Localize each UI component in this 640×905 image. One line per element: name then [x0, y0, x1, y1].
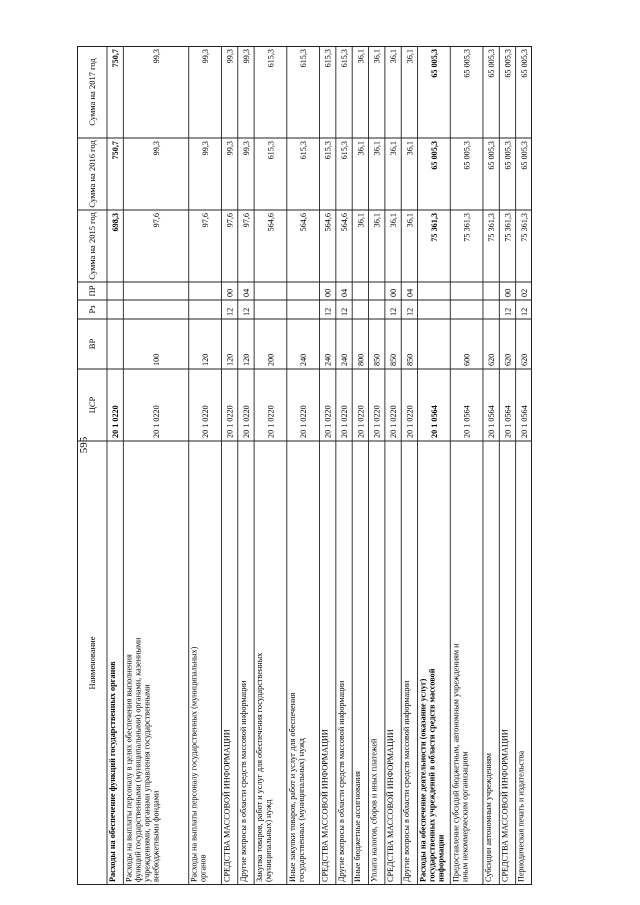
row-s2015: 564,6 [323, 213, 333, 232]
row-s2017: 615,3 [340, 49, 350, 68]
row-s2016: 615,3 [266, 141, 276, 160]
row-s2017: 750,7 [111, 49, 121, 68]
row-csr: 20 1 0564 [519, 405, 529, 438]
row-csr: 20 1 0564 [503, 405, 513, 438]
row-vr: 240 [340, 353, 350, 366]
row-s2016: 65 005,3 [462, 141, 472, 170]
row-s2017: 36,1 [372, 49, 382, 64]
row-s2017: 65 005,3 [503, 49, 513, 78]
row-vr: 620 [487, 353, 497, 366]
row-s2017: 99,3 [201, 49, 211, 64]
row-pr: 00 [323, 288, 333, 297]
row-rz: 12 [503, 307, 513, 316]
row-csr: 20 1 0220 [201, 405, 211, 438]
row-vr: 120 [241, 353, 251, 366]
row-s2017: 36,1 [405, 49, 415, 64]
row-pr: 04 [405, 288, 415, 297]
row-rz: 12 [225, 307, 235, 316]
row-name: СРЕДСТВА МАССОВОЙ ИНФОРМАЦИИ [500, 729, 510, 882]
row-name: (муниципальных) нужд [264, 799, 274, 882]
row-vr: 120 [201, 353, 211, 366]
row-pr: 00 [503, 288, 513, 297]
row-s2016: 750,7 [111, 141, 121, 160]
row-name: органов [198, 854, 208, 882]
row-s2016: 99,3 [201, 141, 211, 156]
row-name: СРЕДСТВА МАССОВОЙ ИНФОРМАЦИИ [222, 729, 232, 882]
row-s2016: 99,3 [152, 141, 162, 156]
header-s2016: Сумма на 2016 год [87, 140, 97, 208]
row-csr: 20 1 0220 [225, 405, 235, 438]
row-s2015: 36,1 [389, 213, 399, 228]
row-csr: 20 1 0220 [111, 405, 121, 438]
row-name: иным некоммерческим организациям [460, 751, 470, 882]
header-s2015: Сумма на 2015 год [87, 212, 97, 280]
row-s2016: 36,1 [405, 141, 415, 156]
row-rz: 12 [405, 307, 415, 316]
row-name: Предоставление субсидий бюджетным, автономным учреждениям и [451, 643, 461, 882]
row-vr: 200 [266, 353, 276, 366]
row-name: Субсидии автономным учреждениям [483, 753, 493, 882]
row-vr: 800 [356, 353, 366, 366]
row-s2016: 36,1 [356, 141, 366, 156]
row-s2017: 615,3 [299, 49, 309, 68]
row-pr: 04 [241, 288, 251, 297]
row-vr: 620 [503, 353, 513, 366]
row-s2016: 615,3 [340, 141, 350, 160]
header-s2017: Сумма на 2017 год [87, 58, 97, 126]
row-csr: 20 1 0220 [405, 405, 415, 438]
row-rz: 12 [389, 307, 399, 316]
row-s2015: 564,6 [299, 213, 309, 232]
row-name: информации [436, 834, 446, 882]
row-name: функций государственными (муниципальными) органами, казенными [133, 637, 143, 882]
row-csr: 20 1 0564 [462, 405, 472, 438]
row-s2015: 36,1 [356, 213, 366, 228]
row-s2017: 615,3 [266, 49, 276, 68]
row-name: государственных (муниципальных) нужд [296, 738, 306, 882]
row-name: СРЕДСТВА МАССОВОЙ ИНФОРМАЦИИ [320, 729, 330, 882]
row-s2015: 698,3 [111, 213, 121, 232]
row-name: Расходы на выплаты персоналу государственных (муниципальных) [189, 646, 199, 882]
row-s2017: 99,3 [241, 49, 251, 64]
row-name: Уплата налогов, сборов и иных платежей [369, 738, 379, 882]
row-vr: 100 [152, 353, 162, 366]
table-grid [77, 46, 532, 885]
row-s2015: 97,6 [225, 213, 235, 228]
row-csr: 20 1 0564 [429, 405, 439, 438]
row-csr: 20 1 0220 [266, 405, 276, 438]
row-vr: 240 [323, 353, 333, 366]
row-name: Другие вопросы в области средств массовой информации [336, 680, 346, 882]
row-name: Закупка товаров, работ и услуг для обеспечения государственных [255, 652, 265, 882]
page-number: 595 [78, 436, 90, 454]
row-vr: 850 [405, 353, 415, 366]
header-csr: ЦСР [87, 396, 97, 414]
row-s2015: 97,6 [241, 213, 251, 228]
row-s2016: 99,3 [241, 141, 251, 156]
row-csr: 20 1 0220 [356, 405, 366, 438]
row-pr: 02 [519, 288, 529, 297]
row-name: Расходы на обеспечение деятельности (оказание услуг) [418, 678, 428, 882]
row-csr: 20 1 0220 [372, 405, 382, 438]
row-s2015: 75 361,3 [429, 213, 439, 242]
row-csr: 20 1 0220 [241, 405, 251, 438]
row-name: учреждениями, органами управления государственными [142, 684, 152, 882]
row-s2017: 36,1 [356, 49, 366, 64]
row-s2015: 564,6 [340, 213, 350, 232]
row-s2017: 65 005,3 [462, 49, 472, 78]
row-name: Расходы на выплаты персоналу в целях обеспечения выполнения [124, 654, 134, 882]
table-body-area [77, 46, 532, 885]
row-s2016: 65 005,3 [429, 141, 439, 170]
row-name: государственных учреждений в области средств массовой [427, 668, 437, 882]
row-vr: 850 [372, 353, 382, 366]
row-s2016: 36,1 [389, 141, 399, 156]
row-csr: 20 1 0564 [487, 405, 497, 438]
row-rz: 12 [323, 307, 333, 316]
row-csr: 20 1 0220 [389, 405, 399, 438]
row-name: Периодическая печать и издательства [516, 750, 526, 882]
row-s2016: 99,3 [225, 141, 235, 156]
row-pr: 04 [340, 288, 350, 297]
row-name: Расходы на обеспечение функций государственных органов [108, 661, 117, 882]
row-s2016: 65 005,3 [487, 141, 497, 170]
row-s2017: 65 005,3 [429, 49, 439, 78]
row-s2015: 75 361,3 [519, 213, 529, 242]
row-s2017: 65 005,3 [519, 49, 529, 78]
row-csr: 20 1 0220 [152, 405, 162, 438]
row-s2017: 99,3 [225, 49, 235, 64]
row-csr: 20 1 0220 [340, 405, 350, 438]
row-name: Иные бюджетные ассигнования [353, 771, 363, 882]
row-s2017: 99,3 [152, 49, 162, 64]
row-pr: 00 [225, 288, 235, 297]
row-vr: 600 [462, 353, 472, 366]
row-s2015: 97,6 [201, 213, 211, 228]
header-vr: ВР [87, 338, 97, 350]
row-s2015: 97,6 [152, 213, 162, 228]
row-s2016: 615,3 [323, 141, 333, 160]
header-pr: ПР [87, 285, 97, 297]
row-vr: 620 [519, 353, 529, 366]
row-vr: 850 [389, 353, 399, 366]
row-name: Другие вопросы в области средств массовой информации [238, 680, 248, 882]
row-pr: 00 [389, 288, 399, 297]
row-s2015: 564,6 [266, 213, 276, 232]
row-s2016: 65 005,3 [503, 141, 513, 170]
row-csr: 20 1 0220 [323, 405, 333, 438]
row-rz: 12 [519, 307, 529, 316]
row-vr: 120 [225, 353, 235, 366]
row-s2016: 65 005,3 [519, 141, 529, 170]
header-name: Наименование [87, 636, 97, 690]
row-s2015: 36,1 [405, 213, 415, 228]
row-s2015: 75 361,3 [487, 213, 497, 242]
row-s2017: 65 005,3 [487, 49, 497, 78]
row-s2015: 36,1 [372, 213, 382, 228]
row-s2015: 75 361,3 [462, 213, 472, 242]
row-vr: 240 [299, 353, 309, 366]
row-s2016: 615,3 [299, 141, 309, 160]
header-rz: Рз [87, 305, 97, 314]
row-s2017: 615,3 [323, 49, 333, 68]
row-s2017: 36,1 [389, 49, 399, 64]
row-s2015: 75 361,3 [503, 213, 513, 242]
row-name: внебюджетными фондами [151, 790, 161, 882]
row-s2016: 36,1 [372, 141, 382, 156]
row-name: Другие вопросы в области средств массовой информации [402, 680, 412, 882]
row-name: Иные закупки товаров, работ и услуг для обеспечения [287, 692, 297, 882]
row-name: СРЕДСТВА МАССОВОЙ ИНФОРМАЦИИ [385, 729, 395, 882]
row-csr: 20 1 0220 [299, 405, 309, 438]
row-rz: 12 [340, 307, 350, 316]
row-rz: 12 [241, 307, 251, 316]
